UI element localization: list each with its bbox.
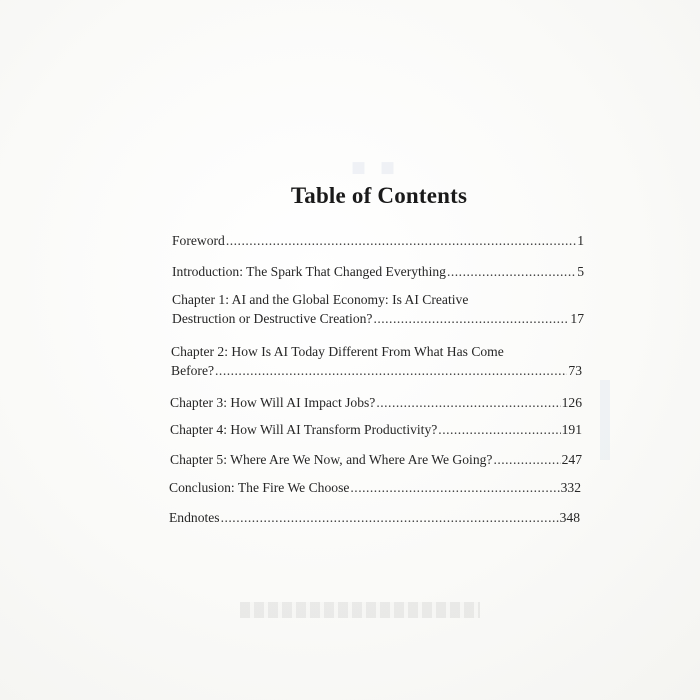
toc-page-number: 332 bbox=[560, 480, 581, 495]
toc-entry-title: Foreword bbox=[172, 233, 225, 248]
bleed-through-mark: ▪▪ bbox=[350, 141, 409, 194]
dot-leader bbox=[373, 309, 569, 328]
toc-entry-title: Chapter 4: How Will AI Transform Productivity? bbox=[170, 422, 438, 437]
dot-leader bbox=[226, 231, 576, 250]
toc-entry-conclusion bbox=[169, 478, 581, 497]
toc-page-number: 191 bbox=[561, 422, 582, 437]
dot-leader bbox=[221, 508, 559, 527]
dot-leader bbox=[493, 450, 560, 469]
toc-entry-chapter-1 bbox=[172, 290, 584, 328]
toc-entry-title-line: Chapter 1: AI and the Global Economy: Is AI Creative bbox=[172, 292, 469, 307]
toc-entry-title: Destruction or Destructive Creation? bbox=[172, 311, 373, 326]
toc-entry-foreword bbox=[172, 231, 584, 250]
toc-page-number: 126 bbox=[561, 395, 582, 410]
toc-page-number: 5 bbox=[577, 264, 584, 279]
toc-entry-title: Conclusion: The Fire We Choose bbox=[169, 480, 350, 495]
toc-entry-introduction bbox=[172, 262, 584, 281]
toc-page-number: 247 bbox=[561, 452, 582, 467]
toc-entry-endnotes bbox=[169, 508, 580, 527]
dot-leader bbox=[447, 262, 576, 281]
toc-page-number: 1 bbox=[577, 233, 584, 248]
toc-page-number: 348 bbox=[559, 510, 580, 525]
toc-entry-title: Before? bbox=[171, 363, 215, 378]
toc-entry-title: Chapter 3: How Will AI Impact Jobs? bbox=[170, 395, 376, 410]
toc-entry-title: Chapter 5: Where Are We Now, and Where Are We Going? bbox=[170, 452, 493, 467]
toc-page-number: 17 bbox=[570, 311, 584, 326]
toc-entry-chapter-4 bbox=[170, 420, 582, 439]
dot-leader bbox=[438, 420, 560, 439]
dot-leader bbox=[215, 361, 567, 380]
toc-entry-title: Endnotes bbox=[169, 510, 220, 525]
toc-entry-title: Introduction: The Spark That Changed Everything bbox=[172, 264, 446, 279]
toc-entry-chapter-3 bbox=[170, 393, 582, 412]
dot-leader bbox=[350, 478, 559, 497]
toc-page-number: 73 bbox=[568, 363, 582, 378]
toc-entry-chapter-5 bbox=[170, 450, 582, 469]
toc-entry-title-line: Chapter 2: How Is AI Today Different From What Has Come bbox=[171, 344, 504, 359]
toc-entry-chapter-2 bbox=[171, 342, 582, 380]
dot-leader bbox=[376, 393, 560, 412]
page-title: Table of Contents bbox=[290, 183, 468, 208]
